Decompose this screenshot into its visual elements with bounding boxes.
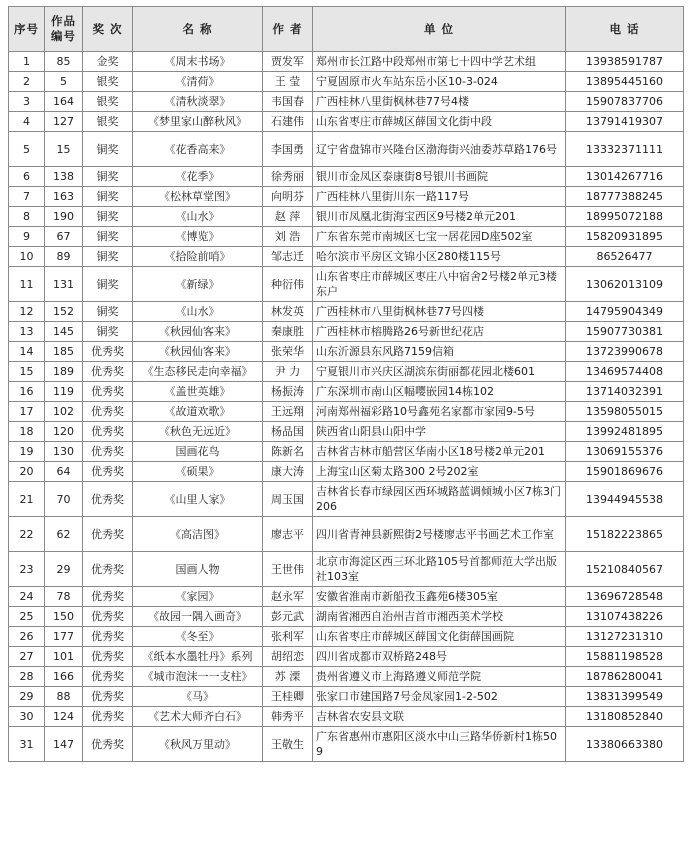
- cell-unit: 山东沂源县东风路7159信箱: [313, 342, 566, 362]
- cell-work-no: 145: [45, 322, 83, 342]
- cell-award: 铜奖: [83, 322, 133, 342]
- cell-title: 《马》: [133, 687, 263, 707]
- awards-table-container: [8, 6, 683, 762]
- cell-author: 王世伟: [263, 552, 313, 587]
- cell-no: 29: [9, 687, 45, 707]
- cell-phone: 13180852840: [566, 707, 684, 727]
- cell-work-no: 85: [45, 52, 83, 72]
- cell-award: 优秀奖: [83, 402, 133, 422]
- cell-work-no: 138: [45, 167, 83, 187]
- cell-title: 《城市泡沫一一支柱》: [133, 667, 263, 687]
- cell-author: 刘 浩: [263, 227, 313, 247]
- cell-author: 王桂卿: [263, 687, 313, 707]
- cell-award: 优秀奖: [83, 727, 133, 762]
- table-row: [9, 52, 684, 72]
- cell-unit: 四川省成都市双桥路248号: [313, 647, 566, 667]
- cell-phone: 15182223865: [566, 517, 684, 552]
- cell-phone: 13992481895: [566, 422, 684, 442]
- cell-work-no: 29: [45, 552, 83, 587]
- cell-unit: 安徽省淮南市新船孜玉鑫苑6楼305室: [313, 587, 566, 607]
- cell-author: 种衍伟: [263, 267, 313, 302]
- cell-title: 《博览》: [133, 227, 263, 247]
- table-row: [9, 647, 684, 667]
- table-row: [9, 167, 684, 187]
- header-author: 作 者: [263, 7, 313, 52]
- cell-award: 优秀奖: [83, 552, 133, 587]
- cell-phone: 13332371111: [566, 132, 684, 167]
- table-row: [9, 462, 684, 482]
- cell-no: 9: [9, 227, 45, 247]
- cell-unit: 山东省枣庄市薛城区枣庄八中宿舍2号楼2单元3楼东户: [313, 267, 566, 302]
- cell-work-no: 5: [45, 72, 83, 92]
- cell-author: 杨振涛: [263, 382, 313, 402]
- table-row: [9, 482, 684, 517]
- table-row: [9, 402, 684, 422]
- cell-work-no: 101: [45, 647, 83, 667]
- cell-work-no: 119: [45, 382, 83, 402]
- cell-work-no: 177: [45, 627, 83, 647]
- cell-work-no: 15: [45, 132, 83, 167]
- cell-phone: 13380663380: [566, 727, 684, 762]
- table-row: [9, 382, 684, 402]
- cell-unit: 张家口市建国路7号金凤家园1-2-502: [313, 687, 566, 707]
- cell-author: 张荣华: [263, 342, 313, 362]
- cell-title: 《纸本水墨牡丹》系列: [133, 647, 263, 667]
- cell-title: 《秋园仙客来》: [133, 322, 263, 342]
- cell-no: 18: [9, 422, 45, 442]
- cell-award: 优秀奖: [83, 422, 133, 442]
- cell-work-no: 78: [45, 587, 83, 607]
- cell-no: 17: [9, 402, 45, 422]
- cell-title: 《梦里家山醉秋风》: [133, 112, 263, 132]
- cell-award: 铜奖: [83, 167, 133, 187]
- cell-unit: 郑州市长江路中段郑州市第七十四中学艺术组: [313, 52, 566, 72]
- cell-no: 21: [9, 482, 45, 517]
- cell-unit: 四川省青神县新熙街2号楼廖志平书画艺术工作室: [313, 517, 566, 552]
- cell-award: 铜奖: [83, 227, 133, 247]
- cell-award: 优秀奖: [83, 587, 133, 607]
- cell-title: 《山水》: [133, 207, 263, 227]
- cell-author: 胡绍恋: [263, 647, 313, 667]
- cell-phone: 18777388245: [566, 187, 684, 207]
- cell-title: 《故道欢歌》: [133, 402, 263, 422]
- table-row: [9, 227, 684, 247]
- cell-work-no: 124: [45, 707, 83, 727]
- cell-work-no: 127: [45, 112, 83, 132]
- table-row: [9, 687, 684, 707]
- cell-phone: 13062013109: [566, 267, 684, 302]
- cell-no: 15: [9, 362, 45, 382]
- cell-unit: 广东省东莞市南城区七宝一居花园D座502室: [313, 227, 566, 247]
- cell-unit: 广西桂林市八里街枫林巷77号四楼: [313, 302, 566, 322]
- cell-author: 张利军: [263, 627, 313, 647]
- cell-title: 《生态移民走向幸福》: [133, 362, 263, 382]
- table-row: [9, 112, 684, 132]
- table-row: [9, 552, 684, 587]
- cell-title: 《松林草堂图》: [133, 187, 263, 207]
- cell-no: 11: [9, 267, 45, 302]
- cell-work-no: 185: [45, 342, 83, 362]
- cell-author: 李国勇: [263, 132, 313, 167]
- cell-no: 26: [9, 627, 45, 647]
- cell-award: 优秀奖: [83, 607, 133, 627]
- cell-no: 31: [9, 727, 45, 762]
- cell-no: 27: [9, 647, 45, 667]
- cell-work-no: 152: [45, 302, 83, 322]
- table-row: [9, 342, 684, 362]
- cell-phone: 13791419307: [566, 112, 684, 132]
- cell-unit: 哈尔滨市平房区文锦小区280楼115号: [313, 247, 566, 267]
- table-row: [9, 422, 684, 442]
- cell-unit: 宁夏银川市兴庆区湖滨东街丽都花园北楼601: [313, 362, 566, 382]
- cell-author: 韦国春: [263, 92, 313, 112]
- cell-title: 《秋园仙客来》: [133, 342, 263, 362]
- table-row: [9, 517, 684, 552]
- cell-title: 国画花鸟: [133, 442, 263, 462]
- table-body: [9, 52, 684, 762]
- cell-phone: 13127231310: [566, 627, 684, 647]
- cell-no: 25: [9, 607, 45, 627]
- cell-unit: 湖南省湘西自治州吉首市湘西美术学校: [313, 607, 566, 627]
- cell-unit: 陕西省山阳县山阳中学: [313, 422, 566, 442]
- cell-unit: 山东省枣庄市薛城区薛国文化街薛国画院: [313, 627, 566, 647]
- cell-no: 8: [9, 207, 45, 227]
- cell-unit: 山东省枣庄市薛城区薛国文化街中段: [313, 112, 566, 132]
- cell-work-no: 190: [45, 207, 83, 227]
- cell-phone: 18786280041: [566, 667, 684, 687]
- cell-award: 优秀奖: [83, 517, 133, 552]
- cell-phone: 13714032391: [566, 382, 684, 402]
- cell-work-no: 88: [45, 687, 83, 707]
- cell-author: 苏 溧: [263, 667, 313, 687]
- cell-work-no: 89: [45, 247, 83, 267]
- cell-no: 24: [9, 587, 45, 607]
- cell-work-no: 120: [45, 422, 83, 442]
- cell-phone: 13469574408: [566, 362, 684, 382]
- cell-unit: 河南郑州福彩路10号鑫苑名家都市家园9-5号: [313, 402, 566, 422]
- table-row: [9, 72, 684, 92]
- table-row: [9, 247, 684, 267]
- cell-no: 22: [9, 517, 45, 552]
- cell-author: 贾发军: [263, 52, 313, 72]
- cell-author: 尹 力: [263, 362, 313, 382]
- cell-title: 《故园一隅入画奇》: [133, 607, 263, 627]
- cell-award: 优秀奖: [83, 362, 133, 382]
- cell-title: 《清秋淡翠》: [133, 92, 263, 112]
- cell-title: 《秋风万里动》: [133, 727, 263, 762]
- cell-title: 《花香高来》: [133, 132, 263, 167]
- cell-phone: 13598055015: [566, 402, 684, 422]
- cell-phone: 13938591787: [566, 52, 684, 72]
- cell-author: 秦康胜: [263, 322, 313, 342]
- cell-work-no: 130: [45, 442, 83, 462]
- cell-title: 国画人物: [133, 552, 263, 587]
- cell-work-no: 64: [45, 462, 83, 482]
- table-row: [9, 607, 684, 627]
- cell-no: 13: [9, 322, 45, 342]
- cell-award: 银奖: [83, 92, 133, 112]
- cell-author: 赵永军: [263, 587, 313, 607]
- cell-unit: 广西桂林八里街川东一路117号: [313, 187, 566, 207]
- cell-phone: 15907730381: [566, 322, 684, 342]
- cell-phone: 14795904349: [566, 302, 684, 322]
- cell-work-no: 166: [45, 667, 83, 687]
- cell-no: 12: [9, 302, 45, 322]
- cell-award: 优秀奖: [83, 667, 133, 687]
- cell-author: 赵 萍: [263, 207, 313, 227]
- cell-title: 《高洁图》: [133, 517, 263, 552]
- table-row: [9, 727, 684, 762]
- cell-unit: 银川市凤凰北街海宝西区9号楼2单元201: [313, 207, 566, 227]
- cell-unit: 吉林省吉林市船营区华南小区18号楼2单元201: [313, 442, 566, 462]
- cell-unit: 宁夏固原市火车站东岳小区10-3-024: [313, 72, 566, 92]
- cell-author: 廖志平: [263, 517, 313, 552]
- cell-title: 《花季》: [133, 167, 263, 187]
- cell-work-no: 150: [45, 607, 83, 627]
- cell-work-no: 164: [45, 92, 83, 112]
- cell-award: 优秀奖: [83, 482, 133, 517]
- cell-unit: 吉林省农安县文联: [313, 707, 566, 727]
- table-row: [9, 187, 684, 207]
- cell-author: 彭元武: [263, 607, 313, 627]
- header-award: 奖 次: [83, 7, 133, 52]
- cell-no: 19: [9, 442, 45, 462]
- cell-title: 《盖世英雄》: [133, 382, 263, 402]
- table-row: [9, 132, 684, 167]
- cell-phone: 13723990678: [566, 342, 684, 362]
- cell-unit: 广东省惠州市惠阳区淡水中山三路华侨新村1栋509: [313, 727, 566, 762]
- table-row: [9, 627, 684, 647]
- cell-award: 优秀奖: [83, 382, 133, 402]
- cell-award: 优秀奖: [83, 687, 133, 707]
- cell-title: 《拾险前哨》: [133, 247, 263, 267]
- cell-work-no: 163: [45, 187, 83, 207]
- cell-unit: 广西桂林市榕腾路26号新世纪花店: [313, 322, 566, 342]
- cell-no: 16: [9, 382, 45, 402]
- cell-phone: 13944945538: [566, 482, 684, 517]
- cell-title: 《冬至》: [133, 627, 263, 647]
- cell-award: 优秀奖: [83, 707, 133, 727]
- cell-phone: 15907837706: [566, 92, 684, 112]
- cell-phone: 18995072188: [566, 207, 684, 227]
- cell-author: 王敬生: [263, 727, 313, 762]
- cell-author: 康大涛: [263, 462, 313, 482]
- table-row: [9, 667, 684, 687]
- cell-author: 林发英: [263, 302, 313, 322]
- cell-phone: 15901869676: [566, 462, 684, 482]
- cell-phone: 13895445160: [566, 72, 684, 92]
- header-row: [9, 7, 684, 52]
- cell-unit: 贵州省遵义市上海路遵义师范学院: [313, 667, 566, 687]
- awards-table: [8, 6, 684, 762]
- cell-no: 20: [9, 462, 45, 482]
- cell-work-no: 189: [45, 362, 83, 382]
- cell-phone: 86526477: [566, 247, 684, 267]
- cell-title: 《山里人家》: [133, 482, 263, 517]
- cell-no: 10: [9, 247, 45, 267]
- table-row: [9, 322, 684, 342]
- cell-award: 优秀奖: [83, 627, 133, 647]
- table-row: [9, 442, 684, 462]
- table-row: [9, 92, 684, 112]
- cell-phone: 13696728548: [566, 587, 684, 607]
- cell-no: 5: [9, 132, 45, 167]
- cell-no: 2: [9, 72, 45, 92]
- cell-unit: 广西桂林八里街枫林巷77号4楼: [313, 92, 566, 112]
- cell-award: 铜奖: [83, 207, 133, 227]
- cell-author: 韩秀平: [263, 707, 313, 727]
- table-row: [9, 207, 684, 227]
- cell-award: 银奖: [83, 112, 133, 132]
- cell-author: 王 莹: [263, 72, 313, 92]
- cell-unit: 广东深圳市南山区幅嘤嵌园14栋102: [313, 382, 566, 402]
- cell-no: 28: [9, 667, 45, 687]
- cell-award: 金奖: [83, 52, 133, 72]
- cell-author: 徐秀丽: [263, 167, 313, 187]
- cell-award: 优秀奖: [83, 462, 133, 482]
- cell-no: 4: [9, 112, 45, 132]
- cell-award: 铜奖: [83, 302, 133, 322]
- cell-no: 6: [9, 167, 45, 187]
- cell-no: 23: [9, 552, 45, 587]
- cell-unit: 银川市金凤区泰康街8号银川书画院: [313, 167, 566, 187]
- cell-no: 14: [9, 342, 45, 362]
- cell-no: 30: [9, 707, 45, 727]
- cell-title: 《秋色无远近》: [133, 422, 263, 442]
- cell-work-no: 70: [45, 482, 83, 517]
- table-row: [9, 267, 684, 302]
- cell-author: 杨品国: [263, 422, 313, 442]
- table-row: [9, 362, 684, 382]
- cell-no: 1: [9, 52, 45, 72]
- cell-work-no: 67: [45, 227, 83, 247]
- cell-title: 《艺术大师齐白石》: [133, 707, 263, 727]
- cell-award: 铜奖: [83, 267, 133, 302]
- cell-unit: 吉林省长春市绿园区西环城路蓝调倾城小区7栋3门206: [313, 482, 566, 517]
- cell-phone: 15881198528: [566, 647, 684, 667]
- header-no: 序号: [9, 7, 45, 52]
- cell-unit: 北京市海淀区西三环北路105号首都师范大学出版社103室: [313, 552, 566, 587]
- cell-title: 《周末书场》: [133, 52, 263, 72]
- cell-award: 铜奖: [83, 132, 133, 167]
- cell-work-no: 147: [45, 727, 83, 762]
- cell-work-no: 62: [45, 517, 83, 552]
- cell-phone: 13069155376: [566, 442, 684, 462]
- cell-award: 铜奖: [83, 187, 133, 207]
- cell-work-no: 102: [45, 402, 83, 422]
- cell-no: 3: [9, 92, 45, 112]
- cell-work-no: 131: [45, 267, 83, 302]
- header-phone: 电 话: [566, 7, 684, 52]
- table-row: [9, 707, 684, 727]
- cell-phone: 13107438226: [566, 607, 684, 627]
- cell-award: 铜奖: [83, 247, 133, 267]
- cell-title: 《硕果》: [133, 462, 263, 482]
- cell-title: 《新绿》: [133, 267, 263, 302]
- cell-title: 《家园》: [133, 587, 263, 607]
- cell-award: 优秀奖: [83, 342, 133, 362]
- table-row: [9, 587, 684, 607]
- cell-phone: 15820931895: [566, 227, 684, 247]
- cell-phone: 13831399549: [566, 687, 684, 707]
- cell-unit: 辽宁省盘锦市兴隆台区渤海街兴油委苏草路176号: [313, 132, 566, 167]
- cell-phone: 15210840567: [566, 552, 684, 587]
- header-unit: 单 位: [313, 7, 566, 52]
- cell-author: 邹志迁: [263, 247, 313, 267]
- cell-no: 7: [9, 187, 45, 207]
- cell-award: 优秀奖: [83, 442, 133, 462]
- header-work-no: 作品编号: [45, 7, 83, 52]
- cell-author: 陈新名: [263, 442, 313, 462]
- cell-author: 石建伟: [263, 112, 313, 132]
- table-row: [9, 302, 684, 322]
- cell-award: 银奖: [83, 72, 133, 92]
- header-title: 名 称: [133, 7, 263, 52]
- cell-author: 向明芬: [263, 187, 313, 207]
- cell-title: 《山水》: [133, 302, 263, 322]
- cell-author: 周玉国: [263, 482, 313, 517]
- cell-phone: 13014267716: [566, 167, 684, 187]
- cell-title: 《清荷》: [133, 72, 263, 92]
- cell-unit: 上海宝山区菊太路300 2号202室: [313, 462, 566, 482]
- cell-award: 优秀奖: [83, 647, 133, 667]
- cell-author: 王远翔: [263, 402, 313, 422]
